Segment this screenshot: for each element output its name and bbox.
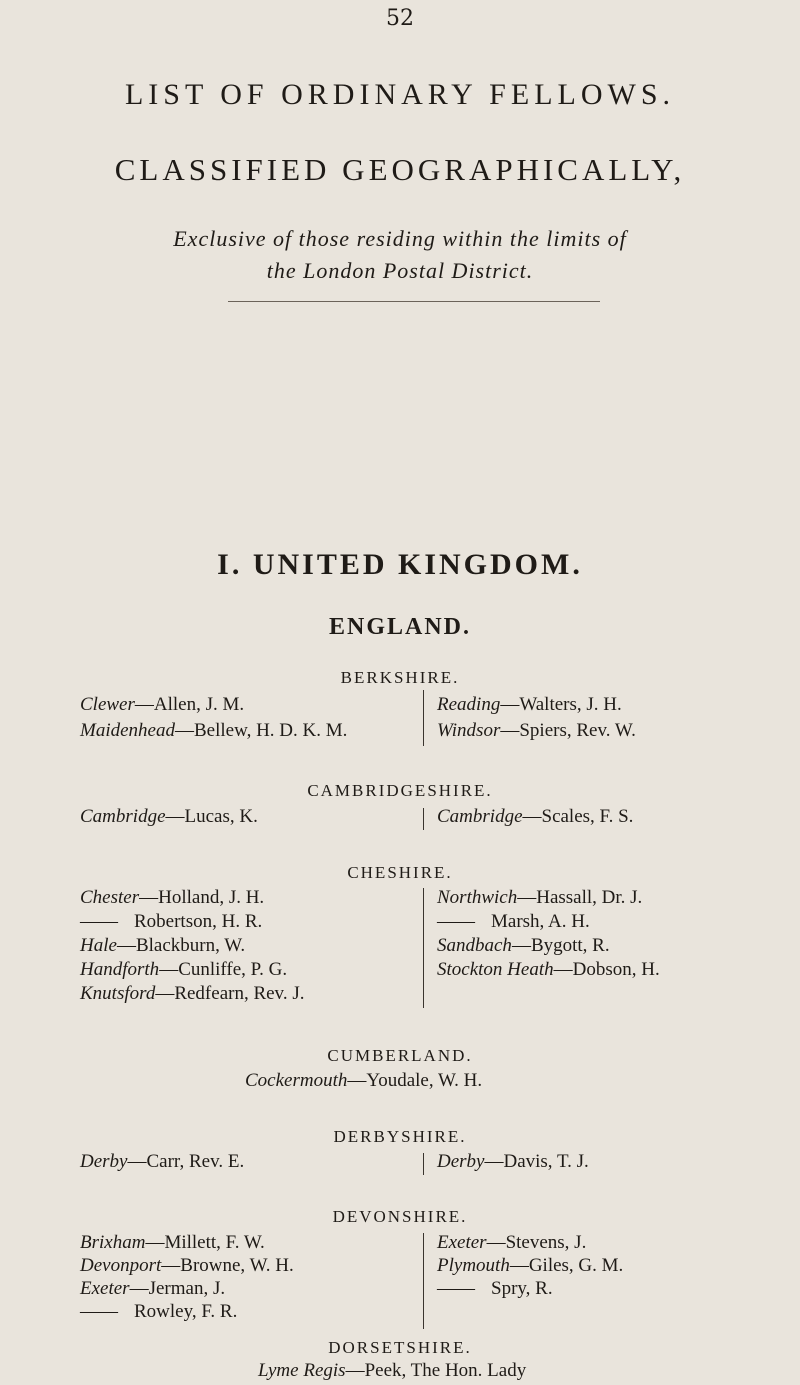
entry-place: Exeter (80, 1278, 130, 1299)
list-item (437, 935, 610, 957)
entry-name: —Bygott, R. (511, 935, 610, 956)
column-divider (423, 1153, 424, 1175)
county-heading-cumberland: CUMBERLAND. (327, 1046, 473, 1065)
entry-place: —— (437, 911, 475, 932)
entry-place: Derby (80, 1151, 128, 1172)
entry-place: —— (80, 1301, 118, 1322)
list-item (80, 694, 244, 716)
column-divider (423, 1233, 424, 1329)
list-item (437, 1278, 553, 1300)
entry-name: —Lucas, K. (165, 806, 258, 827)
entry-name: —Allen, J. M. (134, 694, 245, 715)
column-divider (423, 690, 424, 746)
entry-place: Knutsford (80, 983, 156, 1004)
list-item (437, 1232, 586, 1254)
entry-name: —Browne, W. H. (161, 1255, 294, 1276)
entry-name: —Cunliffe, P. G. (159, 959, 288, 980)
entry-name: —Giles, G. M. (509, 1255, 624, 1276)
entry-name: —Walters, J. H. (500, 694, 622, 715)
entry-place: Devonport (80, 1255, 162, 1276)
column-divider (423, 808, 424, 830)
list-item (80, 806, 258, 828)
entry-name: —Carr, Rev. E. (127, 1151, 245, 1172)
entry-name: Spry, R. (491, 1278, 553, 1299)
entry-place: Hale (80, 935, 117, 956)
entry-place: Handforth (80, 959, 160, 980)
county-heading-devonshire: DEVONSHIRE. (332, 1207, 468, 1226)
entry-name: Marsh, A. H. (491, 911, 590, 932)
country-heading: ENGLAND. (328, 614, 471, 640)
list-item (80, 959, 287, 981)
list-item (80, 1278, 225, 1300)
list-item (80, 720, 347, 742)
county-heading-berkshire: BERKSHIRE. (340, 668, 460, 687)
entry-name: —Holland, J. H. (139, 887, 265, 908)
entry-place: Northwich (437, 887, 518, 908)
list-item (437, 694, 622, 716)
county-heading-cambridgeshire: CAMBRIDGESHIRE. (307, 781, 493, 800)
entry-place: Derby (437, 1151, 485, 1172)
entry-place: Cockermouth (245, 1070, 348, 1091)
section-title: I. UNITED KINGDOM. (217, 548, 583, 581)
list-item (80, 1232, 265, 1254)
entry-name: —Youdale, W. H. (347, 1070, 483, 1091)
exclusion-note-line2: the London Postal District. (266, 258, 534, 283)
page-subtitle: CLASSIFIED GEOGRAPHICALLY, (114, 152, 686, 187)
list-item (80, 887, 264, 909)
list-item (437, 806, 633, 828)
entry-name: Robertson, H. R. (134, 911, 263, 932)
list-item (437, 959, 660, 981)
entry-place: —— (437, 1278, 475, 1299)
entry-place: Windsor (437, 720, 501, 741)
entry-name: Rowley, F. R. (134, 1301, 238, 1322)
list-item (245, 1070, 482, 1092)
entry-name: —Davis, T. J. (484, 1151, 589, 1172)
entry-name: —Dobson, H. (553, 959, 660, 980)
entry-name: —Stevens, J. (486, 1232, 587, 1253)
list-item (437, 720, 636, 742)
entry-name: —Jerman, J. (129, 1278, 226, 1299)
list-item (437, 1255, 623, 1277)
entry-name: —Hassall, Dr. J. (517, 887, 643, 908)
list-item (80, 1255, 294, 1277)
list-item (437, 911, 590, 933)
entry-place: Exeter (437, 1232, 487, 1253)
entry-place: Clewer (80, 694, 135, 715)
list-item (258, 1360, 526, 1382)
entry-name: —Millett, F. W. (145, 1232, 265, 1253)
entry-place: Stockton Heath (437, 959, 554, 980)
entry-place: —— (80, 911, 118, 932)
entry-name: —Bellew, H. D. K. M. (174, 720, 348, 741)
entry-place: Brixham (80, 1232, 146, 1253)
exclusion-note-line1: Exclusive of those residing within the limits of (173, 226, 627, 251)
entry-name: —Blackburn, W. (116, 935, 246, 956)
entry-place: Lyme Regis (258, 1360, 346, 1381)
page-number: 52 (386, 6, 414, 31)
list-item (80, 1151, 244, 1173)
county-heading-dorsetshire: DORSETSHIRE. (328, 1338, 472, 1357)
entry-name: —Spiers, Rev. W. (500, 720, 636, 741)
entry-name: —Scales, F. S. (522, 806, 634, 827)
page-title: LIST OF ORDINARY FELLOWS. (124, 78, 676, 111)
list-item (437, 1151, 589, 1173)
entry-place: Chester (80, 887, 140, 908)
entry-place: Plymouth (437, 1255, 510, 1276)
entry-place: Sandbach (437, 935, 512, 956)
list-item (80, 935, 245, 957)
list-item (80, 983, 304, 1005)
entry-place: Maidenhead (80, 720, 175, 741)
entry-place: Cambridge (80, 806, 166, 827)
column-divider (423, 888, 424, 1008)
county-heading-cheshire: CHESHIRE. (347, 863, 453, 882)
entry-name: —Peek, The Hon. Lady (345, 1360, 527, 1381)
list-item (437, 887, 642, 909)
county-heading-derbyshire: DERBYSHIRE. (333, 1127, 467, 1146)
list-item (80, 1301, 237, 1323)
entry-place: Cambridge (437, 806, 523, 827)
entry-name: —Redfearn, Rev. J. (155, 983, 305, 1004)
entry-place: Reading (437, 694, 501, 715)
divider-rule (228, 301, 600, 302)
list-item (80, 911, 262, 933)
